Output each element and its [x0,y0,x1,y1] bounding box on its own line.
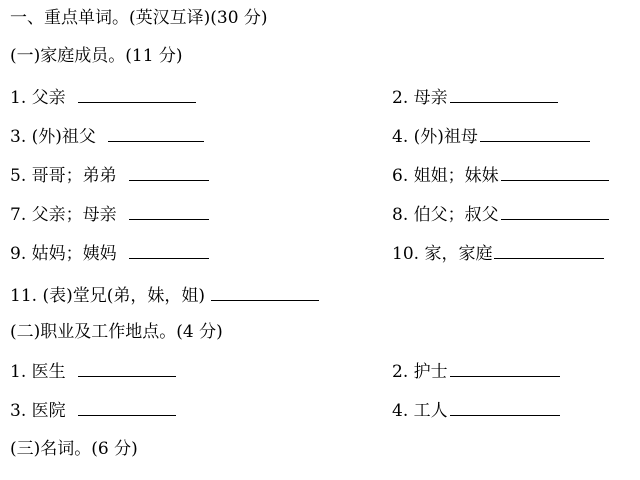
answer-blank[interactable] [501,164,609,181]
item-label: 11. (表)堂兄(弟，妹，姐) [10,286,205,306]
section-title-nouns: (三)名词。(6 分) [10,439,138,459]
item-label: 2. 护士 [392,362,448,382]
item-label: 8. 伯父；叔父 [392,205,499,225]
answer-blank[interactable] [129,164,209,181]
list-item [392,86,558,109]
answer-blank[interactable] [108,125,204,142]
answer-blank[interactable] [501,203,609,220]
list-item [392,242,604,265]
list-item [10,360,176,383]
list-item [10,164,209,187]
list-item [392,203,609,226]
item-label: 4. 工人 [392,401,448,421]
item-label: 9. 姑妈；姨妈 [10,244,117,264]
list-item [392,164,609,187]
answer-blank[interactable] [211,284,319,301]
answer-blank[interactable] [450,86,558,103]
list-item [392,125,590,148]
item-label: 10. 家，家庭 [392,244,493,264]
list-item [392,360,560,383]
list-item [10,125,204,148]
answer-blank[interactable] [78,86,196,103]
answer-blank[interactable] [129,242,209,259]
item-label: 3. (外)祖父 [10,127,96,147]
heading: 一、重点单词。(英汉互译)(30 分) [10,8,268,28]
answer-blank[interactable] [129,203,209,220]
answer-blank[interactable] [480,125,590,142]
list-item [10,203,209,226]
item-label: 1. 医生 [10,362,66,382]
answer-blank[interactable] [78,360,176,377]
answer-blank[interactable] [494,242,604,259]
item-label: 6. 姐姐；妹妹 [392,166,499,186]
section-title-family: (一)家庭成员。(11 分) [10,46,183,66]
list-item [10,399,176,422]
answer-blank[interactable] [78,399,176,416]
item-label: 5. 哥哥；弟弟 [10,166,117,186]
answer-blank[interactable] [450,399,560,416]
section-title-jobs: (二)职业及工作地点。(4 分) [10,322,223,342]
list-item [10,242,209,265]
item-label: 1. 父亲 [10,88,66,108]
item-label: 2. 母亲 [392,88,448,108]
answer-blank[interactable] [450,360,560,377]
list-item [392,399,560,422]
list-item [10,284,319,307]
list-item [10,86,196,109]
item-label: 4. (外)祖母 [392,127,478,147]
item-label: 7. 父亲；母亲 [10,205,117,225]
item-label: 3. 医院 [10,401,66,421]
